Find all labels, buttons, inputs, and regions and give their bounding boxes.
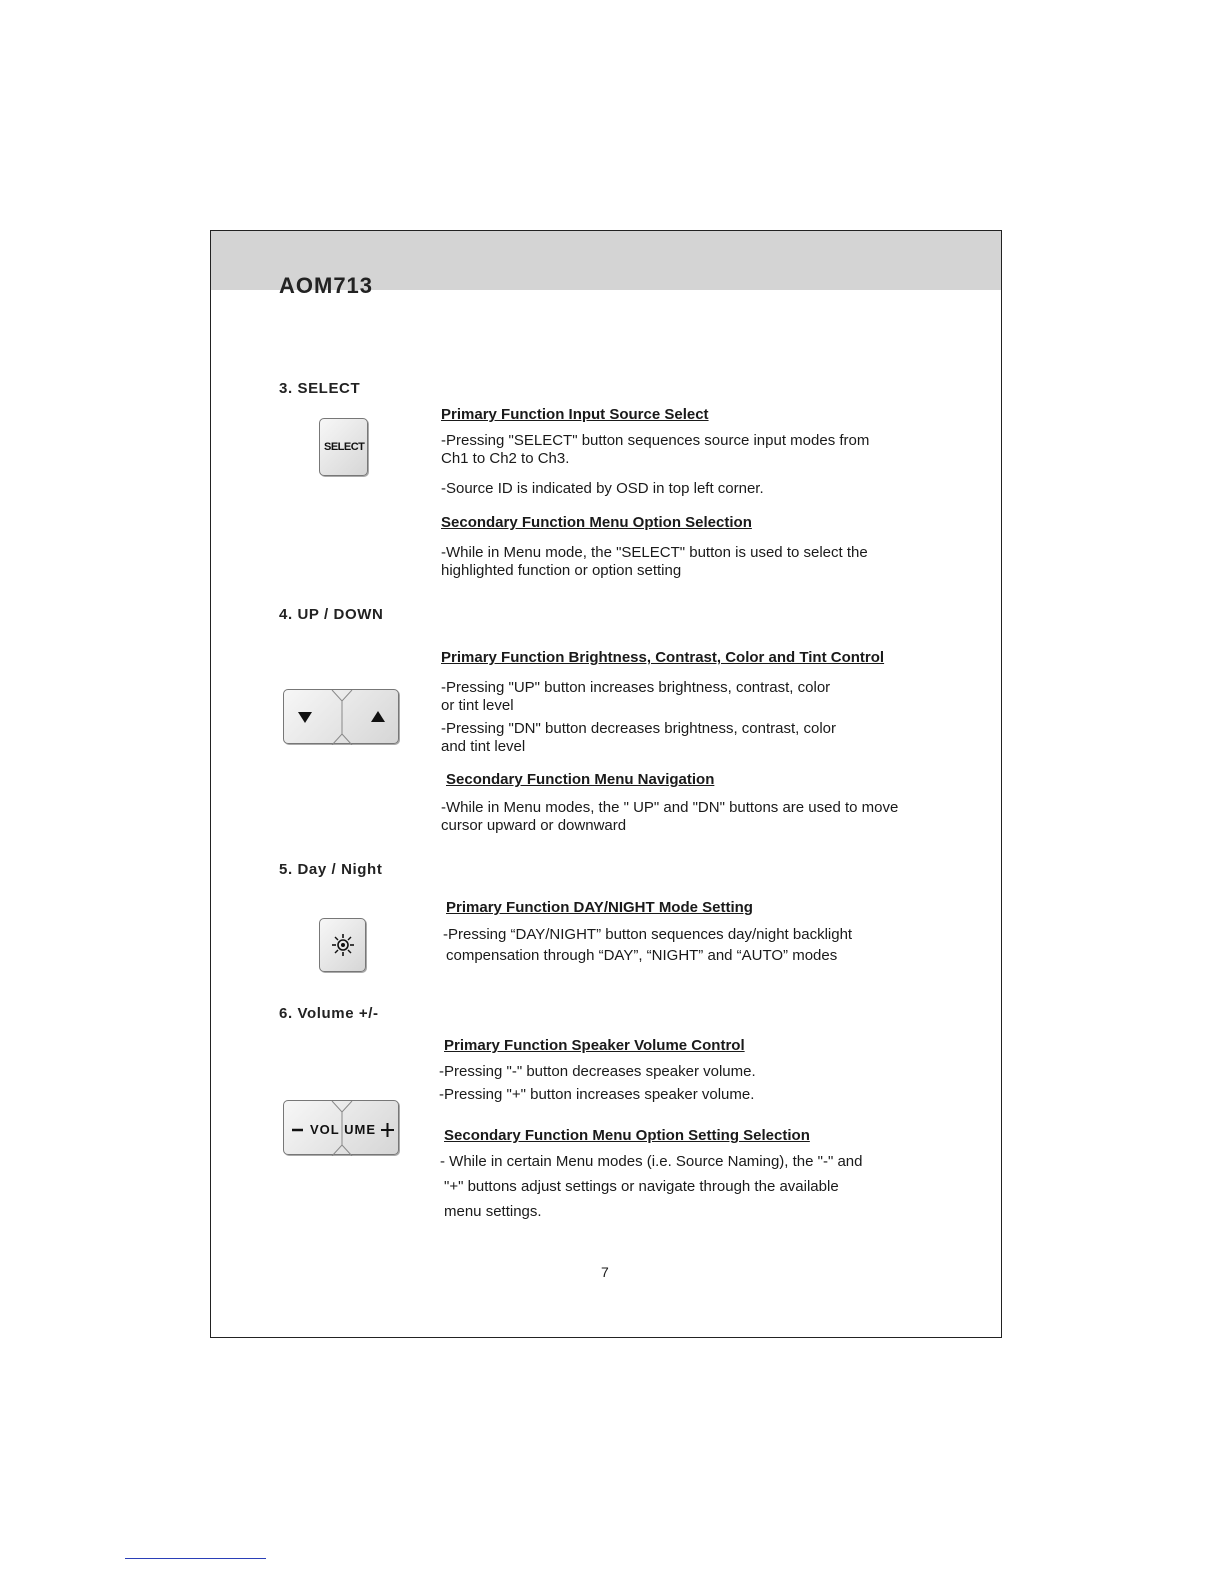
volume-primary-line: -Pressing "+" button increases speaker volume. [439,1086,755,1103]
up-down-button [283,689,399,744]
model-title: AOM713 [279,273,374,298]
section-heading-up-down: 4. UP / DOWN [279,606,384,623]
volume-primary-line: -Pressing "-" button decreases speaker volume. [439,1063,756,1080]
day-night-primary-line: -Pressing “DAY/NIGHT” button sequences day/night backlight [443,926,853,943]
up-down-primary-line: and tint level [441,738,526,755]
day-night-button [319,918,366,972]
volume-secondary-line: menu settings. [444,1203,542,1220]
footer-rule [125,1558,266,1559]
volume-button-label: VOL UME [310,1122,376,1137]
manual-page [210,230,1002,1338]
up-down-secondary-line: -While in Menu modes, the " UP" and "DN" buttons are used to move [441,799,899,816]
select-button-label: SELECT [324,441,365,453]
volume-secondary-heading: Secondary Function Menu Option Setting Selection [444,1127,810,1144]
up-down-primary-line: -Pressing "UP" button increases brightness, contrast, color [441,679,831,696]
day-night-primary-line: compensation through “DAY”, “NIGHT” and “AUTO” modes [446,947,838,964]
up-down-secondary-heading: Secondary Function Menu Navigation [446,771,715,788]
up-arrow-icon [284,690,400,745]
up-down-primary-heading: Primary Function Brightness, Contrast, Color and Tint Control [441,649,885,666]
select-secondary-line: -While in Menu mode, the "SELECT" button is used to select the [441,544,868,561]
section-heading-select: 3. SELECT [279,380,361,397]
select-secondary-line: highlighted function or option setting [441,562,682,579]
up-down-primary-line: or tint level [441,697,514,714]
up-down-secondary-line: cursor upward or downward [441,817,627,834]
section-heading-volume: 6. Volume +/- [279,1005,379,1022]
sun-icon [320,919,367,973]
section-heading-day-night: 5. Day / Night [279,861,383,878]
volume-button [283,1100,399,1155]
volume-primary-heading: Primary Function Speaker Volume Control [444,1037,745,1054]
page-number: 7 [601,1264,609,1280]
select-primary-line: -Pressing "SELECT" button sequences source input modes from [441,432,870,449]
select-button [319,418,368,476]
volume-secondary-line: - While in certain Menu modes (i.e. Source Naming), the "-" and [440,1153,863,1170]
up-down-primary-line: -Pressing "DN" button decreases brightness, contrast, color [441,720,836,737]
select-primary-line: Ch1 to Ch2 to Ch3. [441,450,570,467]
volume-secondary-line: "+" buttons adjust settings or navigate through the available [444,1178,839,1195]
select-secondary-heading: Secondary Function Menu Option Selection [441,514,752,531]
day-night-primary-heading: Primary Function DAY/NIGHT Mode Setting [446,899,753,916]
select-primary-heading: Primary Function Input Source Select [441,406,709,423]
select-primary-line: -Source ID is indicated by OSD in top left corner. [441,480,764,497]
